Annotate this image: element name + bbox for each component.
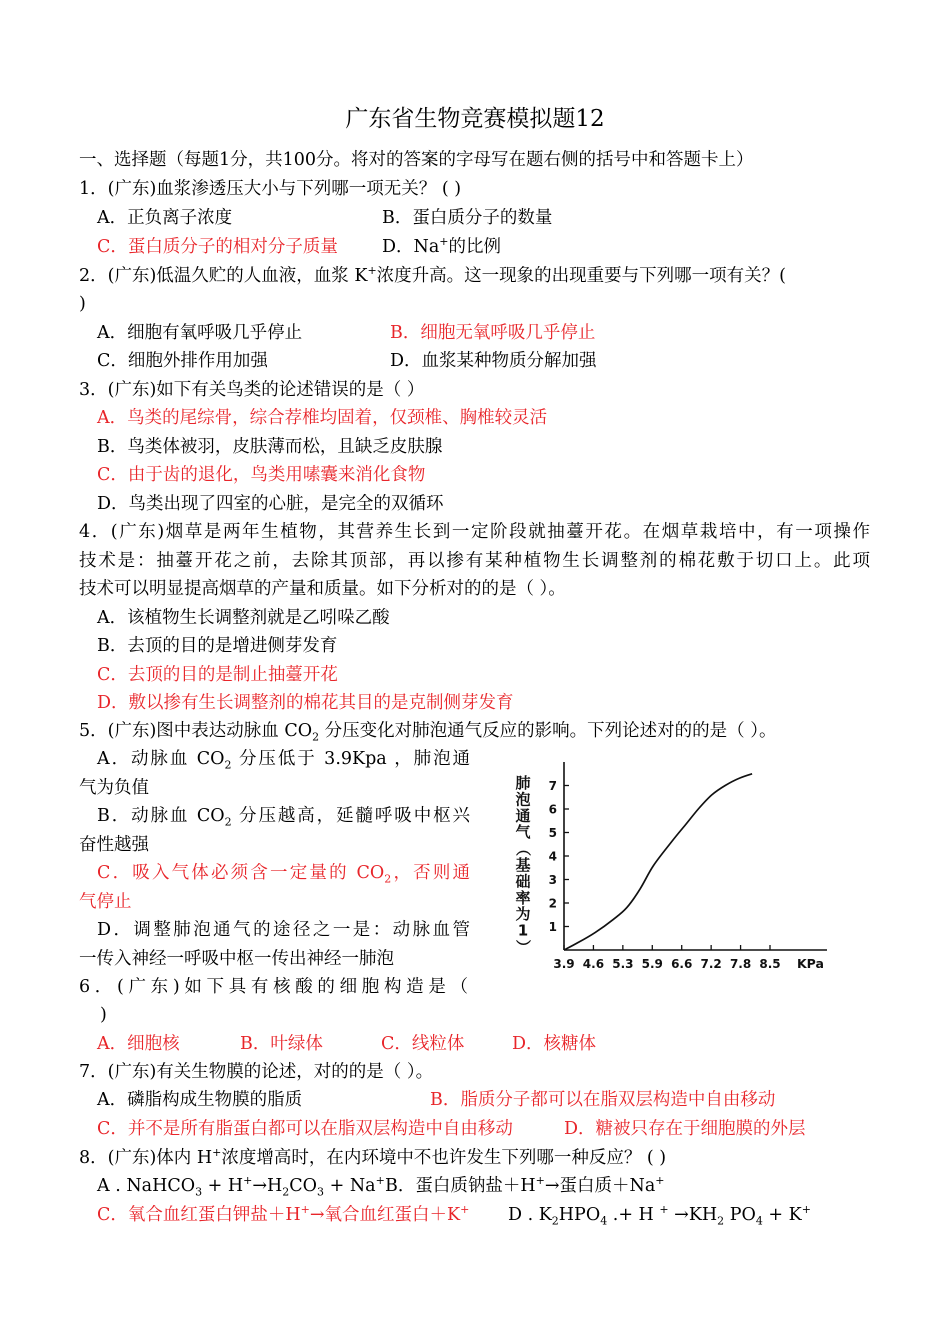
chart-x-tick-label: 4.6 [582,957,605,971]
q3-option-b: B．鸟类体被羽，皮肤薄而松，且缺乏皮肤腺 [97,437,443,457]
q7-stem: 7．(广东)有关生物膜的论述，对的的是（ ）。 [79,1062,434,1082]
q5-option-d-line-1: D．调整肺泡通气的途径之一是：动脉血管 [97,920,470,940]
chart-y-tick-label: 2 [548,896,557,911]
q3-stem: 3．(广东)如下有关鸟类的论述错误的是（ ） [79,380,425,400]
chart-x-tick-label: 5.9 [641,957,663,971]
q3-option-a: A．鸟类的尾综骨，综合荐椎均固着，仅颈椎、胸椎较灵活 [97,408,548,428]
q5-option-a-line-1: A．动脉血 $CO_2$ 分压低于 3.9Kpa ，肺泡通 [97,749,470,772]
chart-x-tick-label: 5.3 [612,957,634,971]
q6-stem: 6．(广东)如下具有核酸的细胞构造是（ [79,977,468,997]
q4-option-c: C．去顶的目的是制止抽薹开花 [97,665,338,685]
q5-stem: 5．(广东)图中表达动脉血 $CO_2$ 分压变化对肺泡通气反应的影响。下列论述对的的是（ ）。 [79,721,777,744]
chart-ylabel-char: 基 [515,856,531,874]
chart-ylabel-char: 气 [515,823,531,842]
q4-option-b: B．去顶的目的是增进侧芽发育 [97,636,338,656]
q8-option-d: D . $K_2HPO_4$ .+ H $^+ \to KH_2$ $PO_4 + K^+$ [508,1203,811,1228]
q5-option-c-line-2: 气停止 [79,892,132,912]
chart-x-tick-label: 6.6 [671,957,693,971]
chart-y-tick-label: 4 [548,849,557,864]
chart-y-tick-label: 3 [548,873,557,887]
chart-x-tick-label: 3.9 [553,957,575,971]
q8-option-c: C．氧合血红蛋白钾盐＋H+→氧合血红蛋白＋K+ [97,1203,470,1225]
q1-option-b: B．蛋白质分子的数量 [382,208,553,228]
chart-ylabel-char: 通 [515,806,531,825]
chart-y-ticks [549,779,569,934]
q2-option-b: B．细胞无氧呼吸几乎停止 [390,323,596,343]
chart-y-tick-label: 6 [548,802,557,817]
q7-option-d: D．糖被只存在于细胞膜的外层 [564,1119,806,1139]
q6-option-a: A．细胞核 [97,1034,180,1054]
chart-ylabel-char: 为 [515,905,531,924]
chart-ylabel-char: 泡 [515,790,531,809]
q2-option-d: D．血浆某种物质分解加强 [390,351,597,371]
q2-stem: 2．(广东)低温久贮的人血液，血浆 K+浓度升高。这一现象的出现重要与下列哪一项有关？( [79,264,786,286]
q2-option-c: C．细胞外排作用加强 [97,351,268,371]
chart-ylabel-char: （ [514,841,532,857]
q8-stem: 8．(广东)体内 H+浓度增高时，在内环境中不也许发生下列哪一种反应？ ( ) [79,1146,667,1168]
chart-ylabel-char: ） [514,939,532,955]
q5-option-c-line-1: C．吸入气体必须含一定量的 $CO_2$，否则通 [97,863,470,886]
chart-x-unit: KPa [797,956,824,971]
page-title: 广东省生物竞赛模拟题12 [345,106,605,132]
chart-x-ticks [553,945,780,971]
q7-option-c: C．并不是所有脂蛋白都可以在脂双层构造中自由移动 [97,1119,513,1139]
chart-x-tick-label: 8.5 [759,957,781,971]
q3-option-d: D．鸟类出现了四室的心脏，是完全的双循环 [97,494,444,514]
q4-option-a: A．该植物生长调整剂就是乙吲哚乙酸 [97,608,390,628]
chart-y-tick-label: 1 [548,920,557,934]
q6-option-d: D．核糖体 [512,1034,597,1054]
q1-stem: 1．(广东)血浆渗透压大小与下列哪一项无关？ ( ) [79,179,462,199]
q2-option-a: A．细胞有氧呼吸几乎停止 [97,323,303,343]
q8-option-b: B．蛋白质钠盐＋H+→蛋白质＋Na+ [385,1174,665,1196]
q4-option-d: D．敷以掺有生长调整剂的棉花其目的是克制侧芽发育 [97,693,514,713]
chart-ylabel-char: 1 [517,921,529,940]
q1-option-d: D．Na+的比例 [382,235,501,257]
q1-option-c: C．蛋白质分子的相对分子质量 [97,237,338,257]
q3-option-c: C．由于齿的退化，鸟类用嗉囊来消化食物 [97,465,426,485]
q6-option-c: C．线粒体 [381,1034,465,1054]
chart-y-tick-label: 7 [548,779,557,793]
q5-chart [505,752,835,974]
chart-x-tick-label: 7.8 [729,957,752,971]
q2-stem-cont: ) [79,294,86,314]
q4-stem-line-2: 技术是：抽薹开花之前，去除其顶部，再以掺有某种植物生长调整剂的棉花敷于切口上。此项 [79,551,870,571]
q5-option-a-line-2: 气为负值 [79,778,149,798]
q5-option-d-line-2: 一传入神经一呼吸中枢一传出神经一肺泡 [79,949,394,969]
q7-option-b: B．脂质分子都可以在脂双层构造中自由移动 [430,1090,776,1110]
q4-stem-line-3: 技术可以明显提高烟草的产量和质量。如下分析对的的是（ ）。 [79,579,566,599]
q8-option-a: A . NaHCO$_3$ + $H^+\to H_2CO_3 + Na^+$ [97,1174,385,1199]
q4-stem-line-1: 4．(广东)烟草是两年生植物，其营养生长到一定阶段就抽薹开花。在烟草栽培中，有一项操作 [79,522,870,542]
chart-series-line [564,774,752,950]
chart-x-tick-label: 7.2 [700,957,722,971]
q1-option-a: A．正负离子浓度 [97,208,233,228]
chart-ylabel-char: 础 [515,872,531,891]
chart-ylabel-char: 率 [515,888,531,907]
chart-ylabel [514,774,532,955]
q6-stem-cont: ) [100,1005,107,1025]
q5-option-b-line-2: 奋性越强 [79,835,149,855]
chart-y-tick-label: 5 [548,826,557,840]
q6-option-b: B．叶绿体 [240,1034,323,1054]
chart-ylabel-char: 肺 [515,774,531,792]
section-heading: 一、选择题（每题1分，共100分。将对的答案的字母写在题右侧的括号中和答题卡上） [79,150,754,170]
q5-option-b-line-1: B．动脉血 $CO_2$ 分压越高，延髓呼吸中枢兴 [97,806,470,829]
q7-option-a: A．磷脂构成生物膜的脂质 [97,1090,303,1110]
